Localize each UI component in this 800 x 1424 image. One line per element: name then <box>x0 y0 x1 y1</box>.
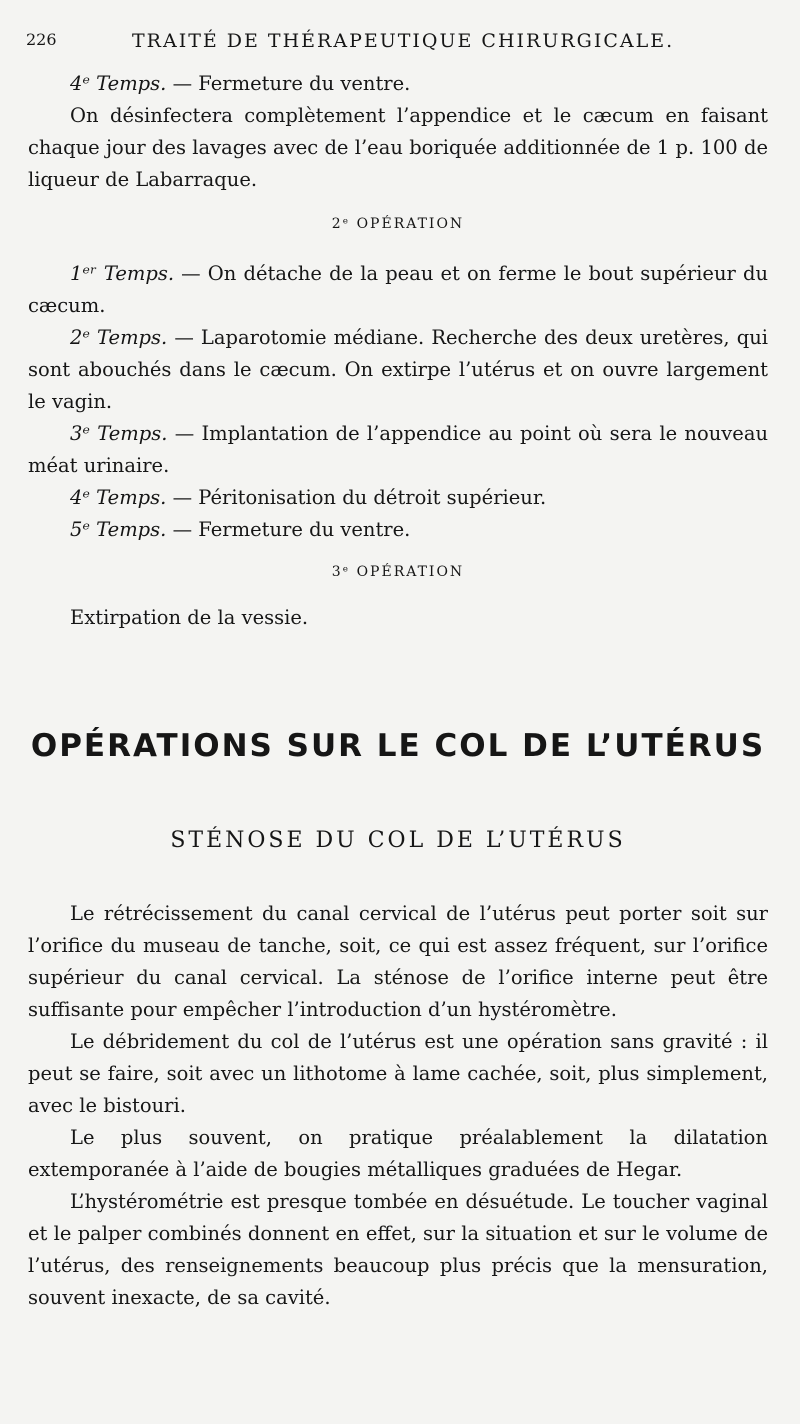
body-paragraph: Extirpation de la vessie. <box>70 606 309 629</box>
running-title: TRAITÉ DE THÉRAPEUTIQUE CHIRURGICALE. <box>132 30 675 52</box>
temps-label: 5ᵉ Temps. <box>70 518 167 541</box>
temps-step <box>28 482 768 514</box>
operation-2-steps <box>28 258 768 546</box>
operation-3-body <box>28 602 768 634</box>
temps-step <box>28 322 768 418</box>
chapter-body <box>28 898 768 1314</box>
temps-text: — Fermeture du ventre. <box>166 72 411 95</box>
temps-label: 1ᵉʳ Temps. <box>70 262 175 285</box>
body-paragraph: Le débridement du col de l’utérus est une opération sans gravité : il peut se faire, soit avec un lithotome à lame cachée, soit, plus simplement, avec le bistouri. <box>28 1030 768 1117</box>
temps-step <box>28 258 768 322</box>
section-subheading: STÉNOSE DU COL DE L’UTÉRUS <box>170 828 626 853</box>
temps-label: 2ᵉ Temps. <box>70 326 168 349</box>
body-paragraph: Le plus souvent, on pratique préalablement la dilatation extemporanée à l’aide de bougies métalliques graduées de Hegar. <box>28 1126 768 1181</box>
operation-3-heading: 3ᵉ OPÉRATION <box>331 564 465 580</box>
section-temps-4 <box>28 68 768 196</box>
page-number: 226 <box>26 30 57 49</box>
temps-text: — Laparotomie médiane. Recherche des deux uretères, qui sont abouchés dans le cæcum. On extirpe l’utérus et on ouvre largement le vagin. <box>28 326 768 413</box>
body-paragraph: L’hystérométrie est presque tombée en désuétude. Le toucher vaginal et le palper combinés donnent en effet, sur la situation et sur le volume de l’utérus, des renseignements beaucoup plus précis que la mensuration, souvent inexacte, de sa cavité. <box>28 1190 768 1309</box>
temps-text: — On détache de la peau et on ferme le bout supérieur du cæcum. <box>28 262 768 317</box>
temps-text: — Implantation de l’appendice au point où sera le nouveau méat urinaire. <box>28 422 768 477</box>
temps-step <box>28 514 768 546</box>
temps-label: 4ᵉ Temps. <box>70 486 167 509</box>
temps-step <box>28 68 768 100</box>
operation-2-heading: 2ᵉ OPÉRATION <box>331 216 465 232</box>
temps-label: 4ᵉ Temps. <box>70 72 167 95</box>
chapter-heading: OPÉRATIONS SUR LE COL DE L’UTÉRUS <box>30 728 766 764</box>
body-paragraph: Le rétrécissement du canal cervical de l’utérus peut porter soit sur l’orifice du museau de tanche, soit, ce qui est assez fréquent, sur l’orifice supérieur du canal cervical. La sténose de l’orifice interne peut être suffisante pour empêcher l’introduction d’un hystéromètre. <box>28 902 768 1021</box>
temps-text: — Péritonisation du détroit supérieur. <box>166 486 547 509</box>
temps-step <box>28 418 768 482</box>
body-paragraph: On désinfectera complètement l’appendice et le cæcum en faisant chaque jour des lavages avec de l’eau boriquée additionnée de 1 p. 100 de liqueur de Labarraque. <box>28 104 768 191</box>
temps-text: — Fermeture du ventre. <box>166 518 411 541</box>
temps-label: 3ᵉ Temps. <box>70 422 168 445</box>
